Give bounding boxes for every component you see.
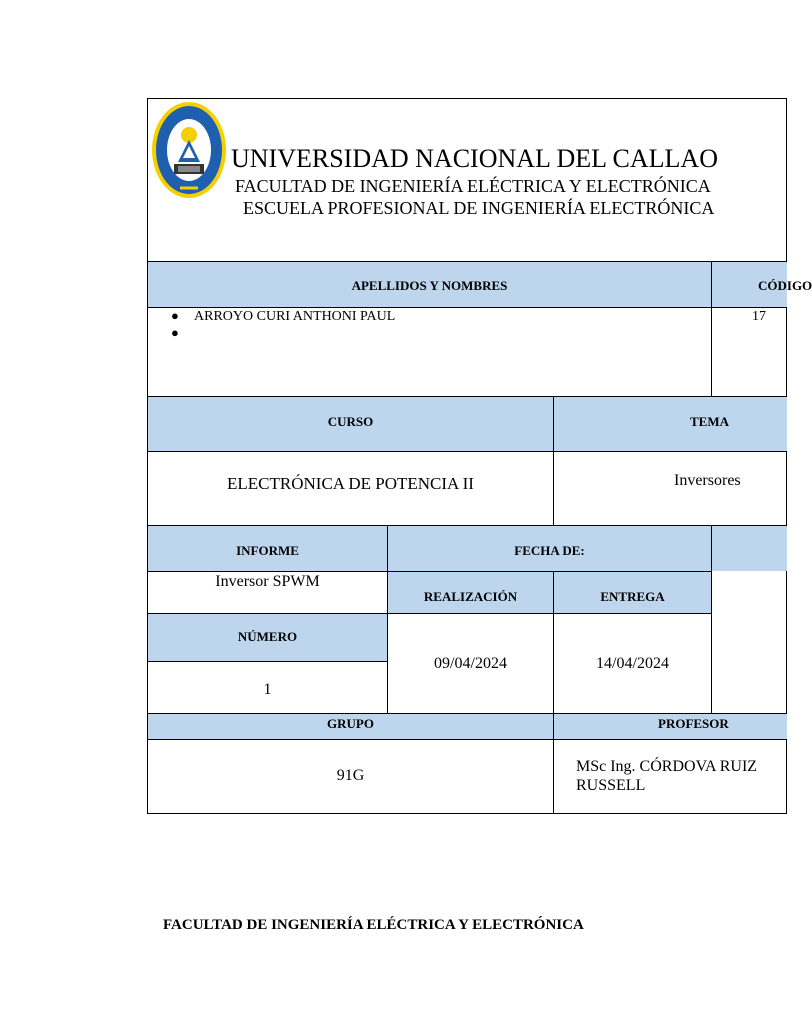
group-value: 91G [336, 767, 365, 784]
professor-name-line2: RUSSELL [576, 777, 646, 794]
student-name: ARROYO CURI ANTHONI PAUL [194, 309, 396, 324]
students-header: APELLIDOS Y NOMBRES [351, 278, 508, 293]
professor-header: PROFESOR [658, 716, 729, 731]
group-header: GRUPO [327, 716, 374, 731]
number-value: 1 [263, 681, 272, 698]
date-header: FECHA DE: [514, 543, 585, 558]
realization-header: REALIZACIÓN [423, 589, 518, 604]
topic-header: TEMA [690, 414, 729, 429]
professor-name-line1: MSc Ing. CÓRDOVA RUIZ [576, 758, 758, 775]
school-title: ESCUELA PROFESIONAL DE INGENIERÍA ELECTRÓNICA [243, 198, 715, 218]
code-header: CÓDIGO [758, 278, 812, 293]
university-title: UNIVERSIDAD NACIONAL DEL CALLAO [231, 144, 718, 173]
report-header: INFORME [236, 543, 299, 558]
bullet-icon: ● [171, 325, 179, 340]
faculty-title: FACULTAD DE INGENIERÍA ELÉCTRICA Y ELECTRÓNICA [235, 176, 711, 196]
realization-date: 09/04/2024 [434, 655, 507, 672]
university-seal-icon [150, 100, 228, 200]
delivery-date: 14/04/2024 [596, 655, 669, 672]
number-header: NÚMERO [237, 629, 298, 644]
course-header: CURSO [327, 414, 374, 429]
report-value: Inversor SPWM [215, 573, 320, 590]
delivery-header: ENTREGA [600, 589, 665, 604]
bullet-icon: ● [171, 308, 179, 323]
student-code: 17 [752, 309, 766, 324]
course-value: ELECTRÓNICA DE POTENCIA II [227, 474, 474, 493]
footer-faculty: FACULTAD DE INGENIERÍA ELÉCTRICA Y ELECTRÓNICA [163, 917, 584, 933]
topic-value: Inversores [674, 472, 741, 489]
